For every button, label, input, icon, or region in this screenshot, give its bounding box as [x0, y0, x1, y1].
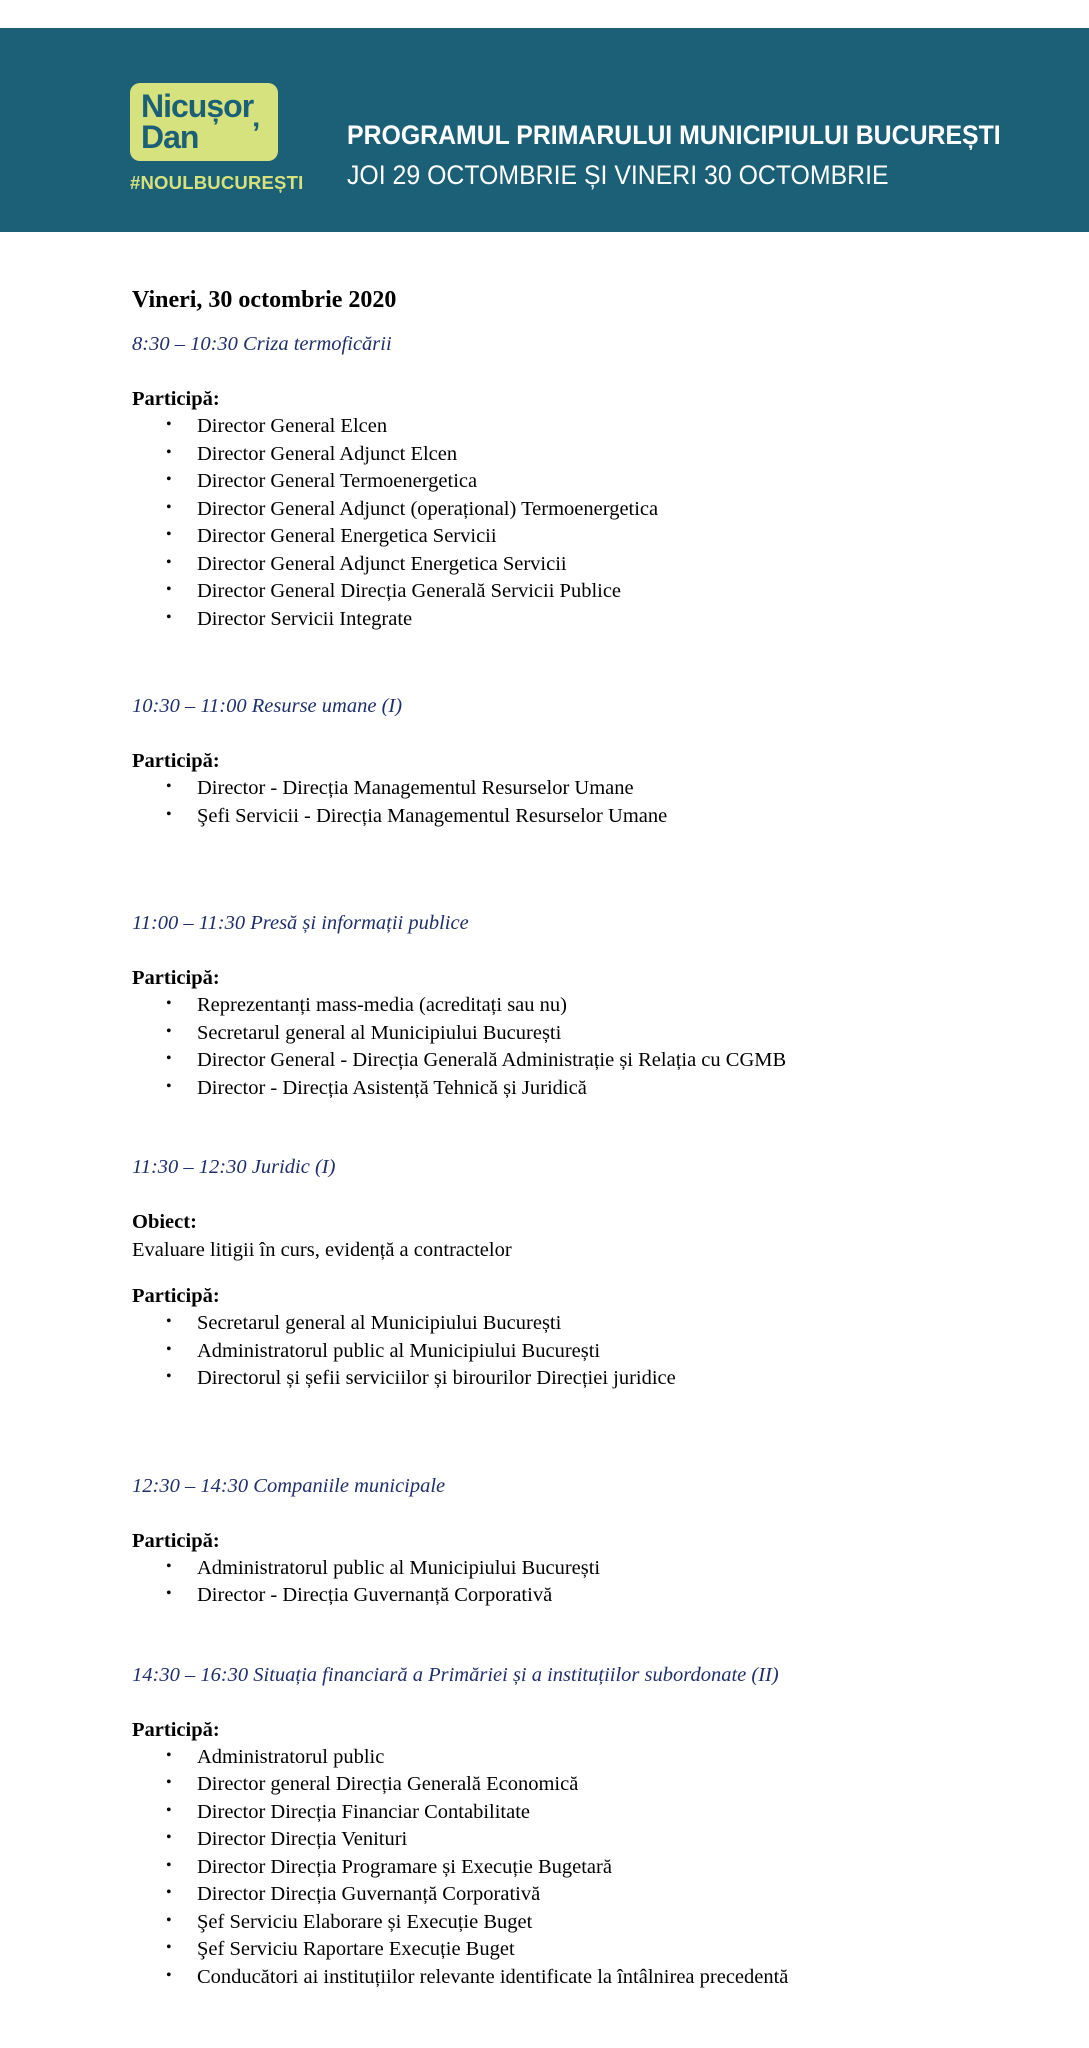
session-juridic — [132, 1153, 1032, 1393]
bullet-icon: • — [166, 581, 172, 598]
list-item: • Administratorul public — [132, 1744, 1032, 1772]
bullet-icon: • — [166, 1557, 172, 1575]
list-item: • Director Direcția Venituri — [132, 1826, 1032, 1854]
bullet-icon: • — [166, 1022, 172, 1040]
bullet-icon: • — [166, 1050, 172, 1067]
session-resurse-umane — [132, 692, 1032, 830]
session-title: 8:30 – 10:30 Criza termoficării — [132, 333, 392, 355]
participants-label: Participă: — [132, 750, 220, 772]
list-item: • Director Direcția Guvernanță Corporativă — [132, 1881, 1032, 1909]
list-item: • Director - Direcția Managementul Resurselor Umane — [132, 775, 1032, 803]
bullet-icon: • — [166, 416, 172, 433]
list-item: • Reprezentanți mass-media (acreditați sau nu) — [132, 992, 1032, 1020]
bullet-icon: • — [166, 1911, 172, 1929]
bullet-icon: • — [166, 608, 172, 626]
list-item: • Director general Direcția Generală Economică — [132, 1771, 1032, 1799]
list-item: • Director Direcția Financiar Contabilitate — [132, 1799, 1032, 1827]
list-item: • Secretarul general al Municipiului București — [132, 1020, 1032, 1048]
session-title: 10:30 – 11:00 Resurse umane (I) — [132, 695, 403, 717]
participants-list — [132, 775, 1032, 830]
bullet-icon: • — [166, 1856, 172, 1874]
bullet-icon: • — [166, 1077, 172, 1095]
object-text: Evaluare litigii în curs, evidență a contractelor — [132, 1239, 512, 1261]
participants-list — [132, 413, 1032, 633]
list-item: • Director Direcția Programare și Execuție Bugetară — [132, 1854, 1032, 1882]
session-title: 11:30 – 12:30 Juridic (I) — [132, 1156, 336, 1178]
session-title: 11:00 – 11:30 Presă și informații publice — [132, 912, 469, 934]
bullet-icon: • — [166, 778, 172, 795]
participants-list — [132, 1310, 1032, 1393]
list-item: • Directorul și șefii serviciilor și birourilor Direcției juridice — [132, 1365, 1032, 1393]
participants-label: Participă: — [132, 1529, 220, 1552]
participants-label: Participă: — [132, 967, 220, 989]
list-item: • Director General Adjunct Energetica Servicii — [132, 551, 1032, 579]
session-companiile-municipale — [132, 1472, 1032, 1610]
bullet-icon: • — [166, 1774, 172, 1791]
participants-list — [132, 992, 1032, 1102]
list-item: • Administratorul public al Municipiului București — [132, 1555, 1032, 1583]
bullet-icon: • — [166, 1966, 172, 1984]
bullet-icon: • — [166, 1746, 172, 1764]
participants-label: Participă: — [132, 388, 220, 410]
list-item: • Administratorul public al Municipiului București — [132, 1338, 1032, 1366]
logo-text-first-name: Nicușor — [141, 88, 254, 124]
bullet-icon: • — [166, 1884, 172, 1901]
banner-subtitle: JOI 29 OCTOMBRIE ȘI VINERI 30 OCTOMBRIE — [347, 160, 889, 190]
participants-list — [132, 1744, 1032, 1992]
bullet-icon: • — [166, 1829, 172, 1846]
bullet-icon: • — [166, 1939, 172, 1956]
list-item: • Director Servicii Integrate — [132, 606, 1032, 634]
list-item: • Director General - Direcția Generală Administrație și Relația cu CGMB — [132, 1047, 1032, 1075]
list-item: • Director General Direcția Generală Servicii Publice — [132, 578, 1032, 606]
session-title: 14:30 – 16:30 Situația financiară a Primăriei și a instituțiilor subordonate (II) — [132, 1663, 779, 1686]
bullet-icon: • — [166, 471, 172, 488]
participants-label: Participă: — [132, 1718, 220, 1741]
list-item: • Director - Direcția Asistență Tehnică și Juridică — [132, 1075, 1032, 1103]
list-item: • Şefi Servicii - Direcția Managementul Resurselor Umane — [132, 803, 1032, 831]
schedule-content — [132, 284, 1032, 1991]
participants-list — [132, 1555, 1032, 1610]
participants-label: Participă: — [132, 1285, 220, 1307]
list-item: • Director - Direcția Guvernanță Corporativă — [132, 1582, 1032, 1610]
list-item: • Director General Elcen — [132, 413, 1032, 441]
bullet-icon: • — [166, 1313, 172, 1330]
bullet-icon: • — [166, 526, 172, 543]
logo-apostrophe-mark: ’ — [252, 117, 261, 150]
list-item: • Director General Adjunct Elcen — [132, 441, 1032, 469]
bullet-icon: • — [166, 443, 172, 461]
bullet-icon: • — [166, 553, 172, 571]
campaign-hashtag: #NOULBUCUREȘTI — [130, 172, 304, 193]
session-criza-termoficarii — [132, 330, 1032, 633]
banner-title: PROGRAMUL PRIMARULUI MUNICIPIULUI BUCUREȘTI — [347, 120, 1001, 150]
list-item: • Director General Termoenergetica — [132, 468, 1032, 496]
list-item: • Şef Serviciu Raportare Execuție Buget — [132, 1936, 1032, 1964]
session-title: 12:30 – 14:30 Companiile municipale — [132, 1474, 446, 1497]
bullet-icon: • — [166, 805, 172, 823]
nicusor-dan-logo — [130, 83, 278, 161]
bullet-icon: • — [166, 995, 172, 1012]
bullet-icon: • — [166, 1801, 172, 1819]
list-item: • Director General Energetica Servicii — [132, 523, 1032, 551]
list-item: • Secretarul general al Municipiului București — [132, 1310, 1032, 1338]
session-presa — [132, 909, 1032, 1102]
object-label: Obiect: — [132, 1211, 197, 1233]
list-item: • Conducători ai instituțiilor relevante identificate la întâlnirea precedentă — [132, 1964, 1032, 1992]
bullet-icon: • — [166, 1340, 172, 1358]
session-situatia-financiara — [132, 1661, 1032, 1992]
bullet-icon: • — [166, 1585, 172, 1602]
logo-text-last-name: Dan — [141, 119, 199, 155]
list-item: • Şef Serviciu Elaborare și Execuție Buget — [132, 1909, 1032, 1937]
bullet-icon: • — [166, 1368, 172, 1385]
day-heading: Vineri, 30 octombrie 2020 — [132, 287, 397, 313]
list-item: • Director General Adjunct (operațional) Termoenergetica — [132, 496, 1032, 524]
bullet-icon: • — [166, 498, 172, 516]
